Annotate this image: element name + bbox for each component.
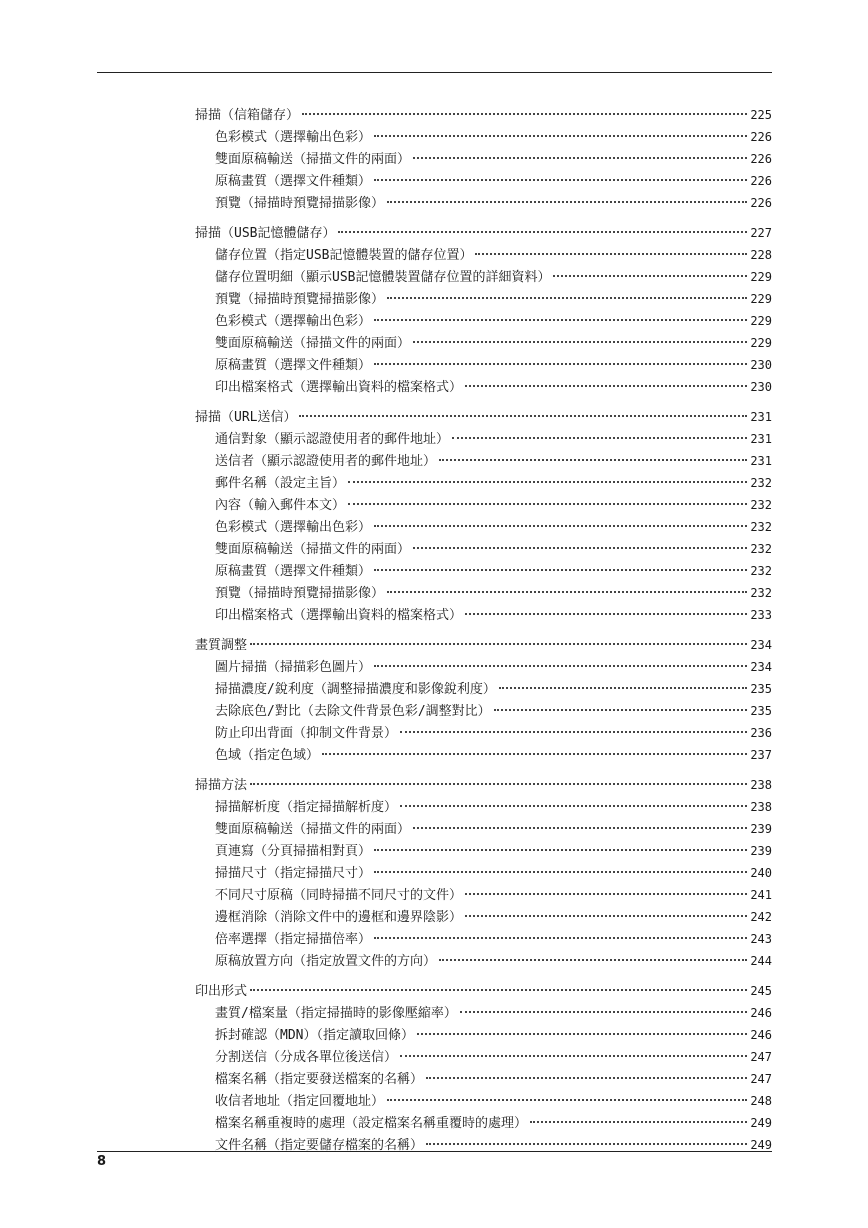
toc-entry-page: 231: [750, 454, 772, 468]
table-of-contents: [195, 104, 772, 1164]
toc-entry-page: 226: [750, 130, 772, 144]
dot-leader: [460, 1011, 747, 1013]
dot-leader: [374, 937, 747, 939]
toc-entry-title: 色域（指定色域）: [215, 748, 320, 763]
toc-entry-page: 236: [750, 726, 772, 740]
toc-heading[interactable]: [195, 774, 772, 796]
toc-subentry[interactable]: [195, 582, 772, 604]
toc-subentry[interactable]: [195, 494, 772, 516]
footer-rule: [97, 1151, 772, 1152]
toc-entry-page: 228: [750, 248, 772, 262]
toc-section: [195, 634, 772, 766]
dot-leader: [387, 297, 747, 299]
toc-subentry[interactable]: [195, 884, 772, 906]
toc-subentry[interactable]: [195, 700, 772, 722]
toc-entry-page: 248: [750, 1094, 772, 1108]
toc-entry-title: 儲存位置（指定USB記憶體裝置的儲存位置）: [215, 248, 473, 263]
toc-subentry[interactable]: [195, 1068, 772, 1090]
toc-section: [195, 980, 772, 1156]
toc-entry-title: 印出檔案格式（選擇輸出資料的檔案格式）: [215, 380, 463, 395]
toc-entry-page: 229: [750, 270, 772, 284]
dot-leader: [530, 1121, 747, 1123]
dot-leader: [374, 665, 747, 667]
toc-entry-title: 掃描尺寸（指定掃描尺寸）: [215, 866, 372, 881]
toc-entry-title: 原稿畫質（選擇文件種類）: [215, 174, 372, 189]
dot-leader: [400, 731, 747, 733]
toc-subentry[interactable]: [195, 1002, 772, 1024]
dot-leader: [475, 253, 747, 255]
toc-entry-title: 雙面原稿輸送（掃描文件的兩面）: [215, 542, 411, 557]
toc-entry-page: 231: [750, 432, 772, 446]
toc-entry-page: 232: [750, 476, 772, 490]
toc-subentry[interactable]: [195, 192, 772, 214]
toc-entry-page: 249: [750, 1138, 772, 1152]
toc-entry-title: 雙面原稿輸送（掃描文件的兩面）: [215, 152, 411, 167]
toc-subentry[interactable]: [195, 656, 772, 678]
toc-subentry[interactable]: [195, 266, 772, 288]
toc-entry-page: 240: [750, 866, 772, 880]
toc-entry-title: 檔案名稱（指定要發送檔案的名稱）: [215, 1072, 424, 1087]
toc-subentry[interactable]: [195, 354, 772, 376]
toc-subentry[interactable]: [195, 1090, 772, 1112]
toc-entry-title: 掃描（URL送信）: [195, 410, 297, 425]
toc-section: [195, 774, 772, 972]
toc-heading[interactable]: [195, 406, 772, 428]
toc-entry-page: 238: [750, 800, 772, 814]
toc-section: [195, 406, 772, 626]
toc-entry-title: 拆封確認（MDN）（指定讀取回條）: [215, 1028, 414, 1043]
toc-entry-title: 色彩模式（選擇輸出色彩）: [215, 314, 372, 329]
dot-leader: [452, 437, 747, 439]
toc-subentry[interactable]: [195, 1112, 772, 1134]
toc-entry-title: 檔案名稱重複時的處理（設定檔案名稱重覆時的處理）: [215, 1116, 528, 1131]
toc-entry-page: 246: [750, 1028, 772, 1042]
toc-entry-title: 預覽（掃描時預覽掃描影像）: [215, 292, 385, 307]
toc-entry-title: 去除底色/對比（去除文件背景色彩/調整對比）: [215, 704, 491, 719]
toc-entry-title: 預覽（掃描時預覽掃描影像）: [215, 196, 385, 211]
toc-entry-title: 圖片掃描（掃描彩色圖片）: [215, 660, 372, 675]
toc-entry-title: 掃描（USB記憶體儲存）: [195, 226, 336, 241]
toc-entry-page: 234: [750, 660, 772, 674]
toc-entry-page: 235: [750, 704, 772, 718]
toc-entry-title: 收信者地址（指定回覆地址）: [215, 1094, 385, 1109]
toc-subentry[interactable]: [195, 1046, 772, 1068]
dot-leader: [413, 341, 747, 343]
toc-entry-page: 237: [750, 748, 772, 762]
toc-entry-page: 243: [750, 932, 772, 946]
dot-leader: [494, 709, 748, 711]
dot-leader: [387, 591, 747, 593]
toc-entry-title: 預覽（掃描時預覽掃描影像）: [215, 586, 385, 601]
dot-leader: [250, 783, 747, 785]
toc-entry-title: 掃描解析度（指定掃描解析度）: [215, 800, 398, 815]
toc-entry-page: 234: [750, 638, 772, 652]
toc-entry-page: 233: [750, 608, 772, 622]
toc-heading[interactable]: [195, 104, 772, 126]
dot-leader: [348, 503, 747, 505]
toc-subentry[interactable]: [195, 288, 772, 310]
toc-entry-page: 229: [750, 314, 772, 328]
dot-leader: [553, 275, 747, 277]
dot-leader: [465, 385, 747, 387]
dot-leader: [322, 753, 747, 755]
toc-entry-page: 227: [750, 226, 772, 240]
dot-leader: [374, 135, 747, 137]
toc-entry-page: 230: [750, 358, 772, 372]
toc-entry-title: 內容（輸入郵件本文）: [215, 498, 346, 513]
toc-entry-title: 分割送信（分成各單位後送信）: [215, 1050, 398, 1065]
toc-subentry[interactable]: [195, 950, 772, 972]
toc-entry-title: 送信者（顯示認證使用者的郵件地址）: [215, 454, 437, 469]
toc-entry-title: 掃描（信箱儲存）: [195, 108, 300, 123]
toc-subentry[interactable]: [195, 1134, 772, 1156]
toc-entry-page: 226: [750, 174, 772, 188]
dot-leader: [387, 201, 747, 203]
toc-entry-title: 掃描濃度/銳利度（調整掃描濃度和影像銳利度）: [215, 682, 496, 697]
toc-entry-page: 235: [750, 682, 772, 696]
header-rule: [97, 72, 772, 73]
page-number: 8: [97, 1154, 107, 1169]
toc-subentry[interactable]: [195, 538, 772, 560]
dot-leader: [413, 827, 747, 829]
dot-leader: [299, 415, 747, 417]
toc-subentry[interactable]: [195, 744, 772, 766]
dot-leader: [374, 363, 747, 365]
toc-subentry[interactable]: [195, 376, 772, 398]
toc-heading[interactable]: [195, 980, 772, 1002]
dot-leader: [338, 231, 747, 233]
toc-subentry[interactable]: [195, 472, 772, 494]
toc-entry-page: 229: [750, 336, 772, 350]
toc-entry-page: 246: [750, 1006, 772, 1020]
toc-entry-title: 原稿畫質（選擇文件種類）: [215, 358, 372, 373]
toc-subentry[interactable]: [195, 604, 772, 626]
dot-leader: [426, 1143, 747, 1145]
toc-entry-title: 頁連寫（分頁掃描相對頁）: [215, 844, 372, 859]
toc-entry-page: 232: [750, 520, 772, 534]
toc-entry-page: 249: [750, 1116, 772, 1130]
toc-section: [195, 222, 772, 398]
dot-leader: [374, 179, 747, 181]
toc-subentry[interactable]: [195, 170, 772, 192]
toc-subentry[interactable]: [195, 516, 772, 538]
toc-entry-page: 226: [750, 196, 772, 210]
toc-subentry[interactable]: [195, 862, 772, 884]
toc-entry-title: 原稿畫質（選擇文件種類）: [215, 564, 372, 579]
toc-subentry[interactable]: [195, 1024, 772, 1046]
toc-entry-page: 232: [750, 542, 772, 556]
toc-subentry[interactable]: [195, 244, 772, 266]
dot-leader: [400, 805, 747, 807]
toc-entry-page: 231: [750, 410, 772, 424]
dot-leader: [387, 1099, 747, 1101]
dot-leader: [374, 525, 747, 527]
dot-leader: [499, 687, 747, 689]
toc-entry-title: 原稿放置方向（指定放置文件的方向）: [215, 954, 437, 969]
toc-entry-title: 防止印出背面（抑制文件背景）: [215, 726, 398, 741]
toc-entry-page: 230: [750, 380, 772, 394]
toc-subentry[interactable]: [195, 722, 772, 744]
toc-entry-title: 色彩模式（選擇輸出色彩）: [215, 130, 372, 145]
toc-entry-title: 掃描方法: [195, 778, 248, 793]
dot-leader: [439, 959, 747, 961]
toc-entry-title: 邊框消除（消除文件中的邊框和邊界陰影）: [215, 910, 463, 925]
toc-subentry[interactable]: [195, 332, 772, 354]
dot-leader: [374, 569, 747, 571]
toc-entry-page: 226: [750, 152, 772, 166]
toc-subentry[interactable]: [195, 310, 772, 332]
toc-entry-page: 247: [750, 1072, 772, 1086]
toc-entry-page: 241: [750, 888, 772, 902]
toc-entry-title: 印出形式: [195, 984, 248, 999]
toc-subentry[interactable]: [195, 840, 772, 862]
dot-leader: [374, 849, 747, 851]
toc-subentry[interactable]: [195, 796, 772, 818]
toc-heading[interactable]: [195, 222, 772, 244]
toc-entry-title: 印出檔案格式（選擇輸出資料的檔案格式）: [215, 608, 463, 623]
toc-subentry[interactable]: [195, 428, 772, 450]
toc-entry-title: 不同尺寸原稿（同時掃描不同尺寸的文件）: [215, 888, 463, 903]
toc-entry-page: 229: [750, 292, 772, 306]
dot-leader: [465, 915, 747, 917]
toc-entry-page: 232: [750, 564, 772, 578]
toc-subentry[interactable]: [195, 678, 772, 700]
toc-entry-page: 245: [750, 984, 772, 998]
dot-leader: [465, 613, 747, 615]
toc-entry-page: 239: [750, 844, 772, 858]
toc-entry-title: 通信對象（顯示認證使用者的郵件地址）: [215, 432, 450, 447]
toc-heading[interactable]: [195, 634, 772, 656]
toc-subentry[interactable]: [195, 906, 772, 928]
toc-entry-page: 238: [750, 778, 772, 792]
dot-leader: [250, 643, 747, 645]
toc-entry-title: 雙面原稿輸送（掃描文件的兩面）: [215, 822, 411, 837]
dot-leader: [374, 319, 747, 321]
toc-entry-page: 239: [750, 822, 772, 836]
dot-leader: [465, 893, 747, 895]
dot-leader: [413, 547, 747, 549]
toc-entry-page: 225: [750, 108, 772, 122]
toc-entry-title: 畫質/檔案量（指定掃描時的影像壓縮率）: [215, 1006, 457, 1021]
toc-entry-page: 232: [750, 586, 772, 600]
toc-section: [195, 104, 772, 214]
dot-leader: [302, 113, 747, 115]
toc-entry-title: 雙面原稿輸送（掃描文件的兩面）: [215, 336, 411, 351]
toc-entry-page: 247: [750, 1050, 772, 1064]
dot-leader: [250, 989, 747, 991]
toc-subentry[interactable]: [195, 450, 772, 472]
dot-leader: [374, 871, 747, 873]
toc-entry-page: 244: [750, 954, 772, 968]
dot-leader: [426, 1077, 747, 1079]
dot-leader: [400, 1055, 747, 1057]
toc-entry-title: 文件名稱（指定要儲存檔案的名稱）: [215, 1138, 424, 1153]
toc-subentry[interactable]: [195, 928, 772, 950]
toc-entry-title: 畫質調整: [195, 638, 248, 653]
dot-leader: [439, 459, 747, 461]
dot-leader: [348, 481, 747, 483]
toc-entry-page: 232: [750, 498, 772, 512]
toc-subentry[interactable]: [195, 560, 772, 582]
toc-subentry[interactable]: [195, 126, 772, 148]
toc-entry-page: 242: [750, 910, 772, 924]
toc-entry-title: 色彩模式（選擇輸出色彩）: [215, 520, 372, 535]
toc-subentry[interactable]: [195, 148, 772, 170]
dot-leader: [417, 1033, 747, 1035]
toc-entry-title: 儲存位置明細（顯示USB記憶體裝置儲存位置的詳細資料）: [215, 270, 551, 285]
toc-entry-title: 郵件名稱（設定主旨）: [215, 476, 346, 491]
dot-leader: [413, 157, 747, 159]
toc-subentry[interactable]: [195, 818, 772, 840]
toc-entry-title: 倍率選擇（指定掃描倍率）: [215, 932, 372, 947]
